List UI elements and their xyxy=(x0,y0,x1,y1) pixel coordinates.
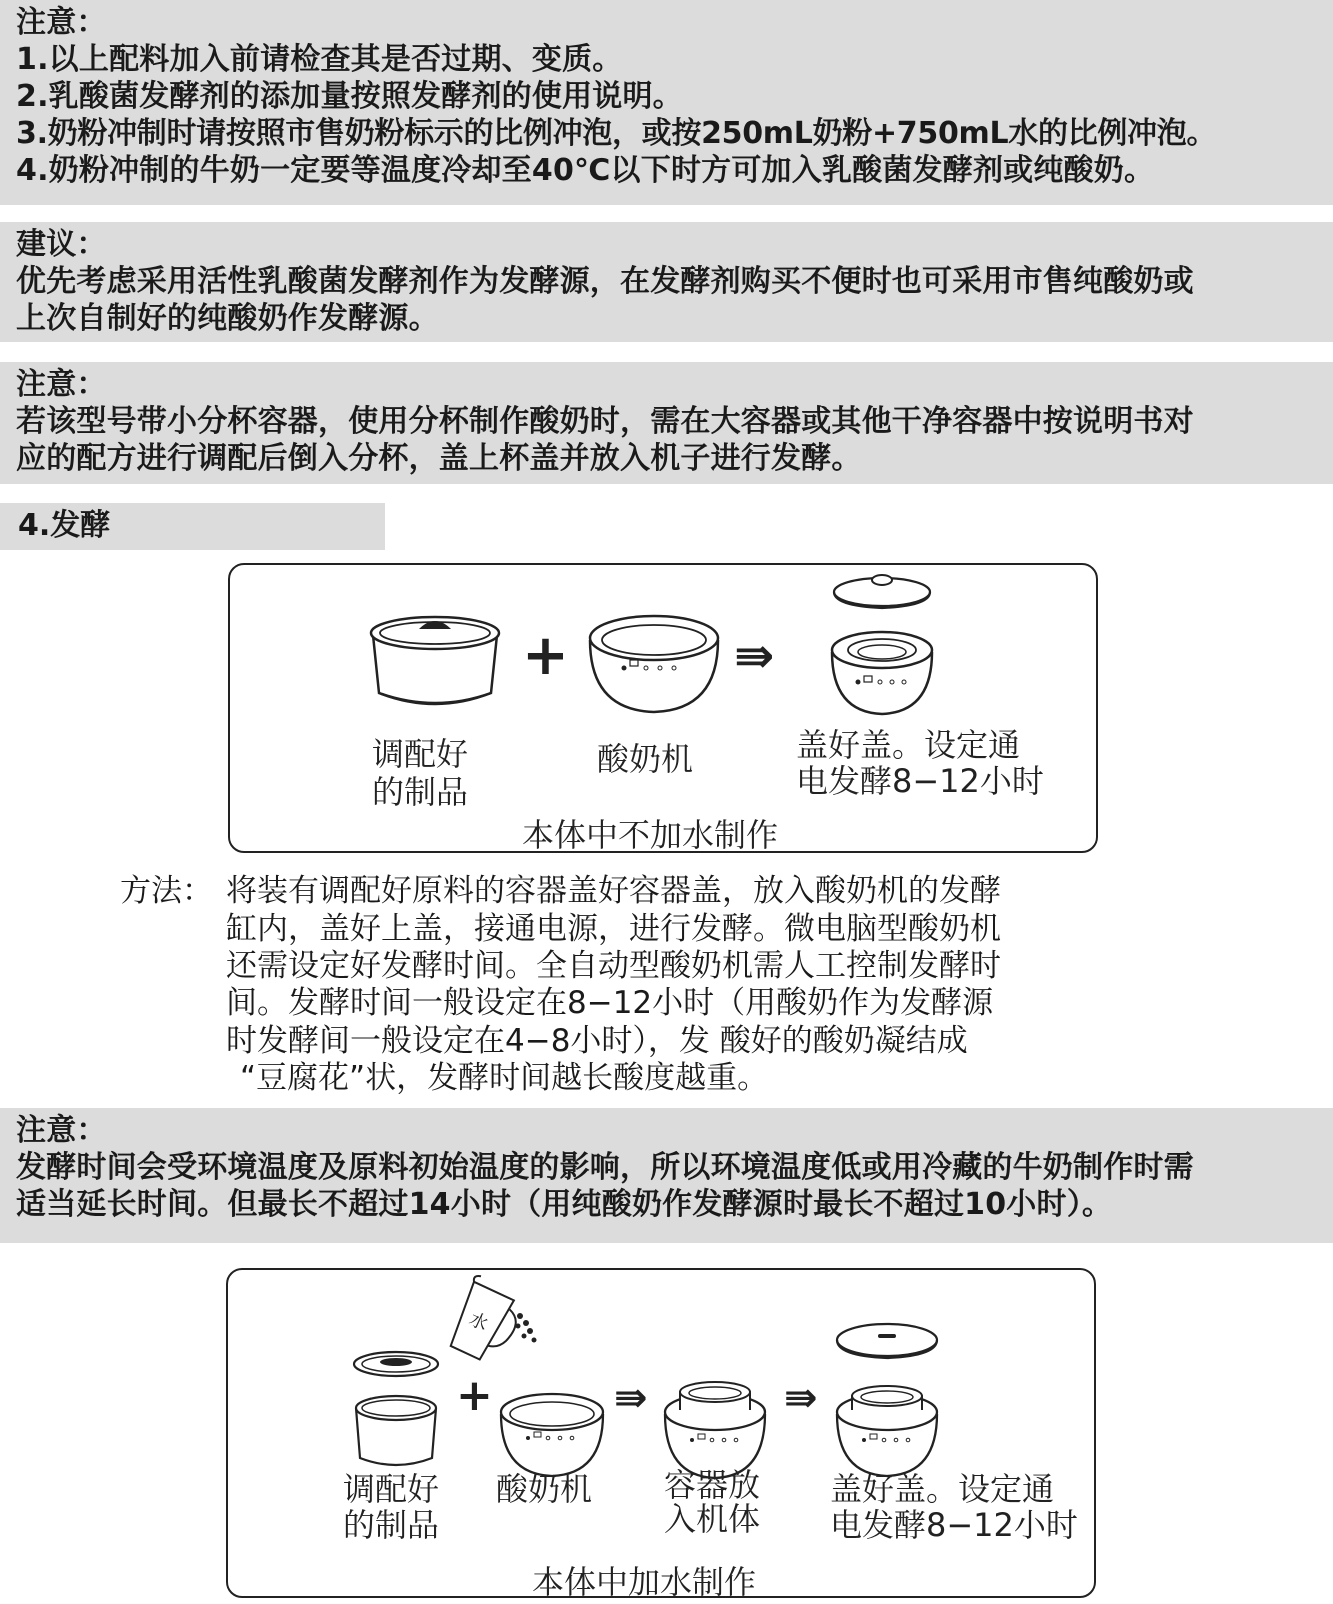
yogurt-machine-illustration xyxy=(584,610,724,716)
method-line: 时发酵间一般设定在4−8小时），发 酸好的酸奶凝结成 xyxy=(226,1023,968,1059)
note-line: 若该型号带小分杯容器，使用分杯制作酸奶时，需在大容器或其他干净容器中按说明书对 xyxy=(16,404,1194,439)
note-item: 3.奶粉冲制时请按照市售奶粉标示的比例冲泡，或按250mL奶粉+750mL水的比例冲泡。 xyxy=(16,116,1217,151)
insert-label: 容器放 xyxy=(664,1466,761,1504)
method-line: 将装有调配好原料的容器盖好容器盖，放入酸奶机的发酵 xyxy=(226,873,1001,909)
diagram-caption: 本体中加水制作 xyxy=(532,1563,757,1601)
covered-machine-illustration xyxy=(826,572,938,722)
note-item: 4.奶粉冲制的牛奶一定要等温度冷却至40℃以下时方可加入乳酸菌发酵剂或纯酸奶。 xyxy=(16,153,1155,188)
arrow-icon: ⇛ xyxy=(784,1375,818,1421)
plus-icon: + xyxy=(522,623,569,688)
note-item: 1.以上配料加入前请检查其是否过期、变质。 xyxy=(16,42,623,77)
note-precautions xyxy=(0,0,1333,205)
covered-machine-illustration xyxy=(832,1320,942,1480)
result-label: 盖好盖。设定通 xyxy=(796,726,1021,764)
result-label: 电发酵8−12小时 xyxy=(830,1506,1078,1544)
water-pitcher-illustration xyxy=(440,1276,550,1366)
container-in-machine-illustration xyxy=(660,1372,770,1480)
advice-title: 建议： xyxy=(16,227,107,262)
diagram-caption: 本体中不加水制作 xyxy=(522,816,779,854)
insert-label: 入机体 xyxy=(664,1500,761,1538)
note-title: 注意： xyxy=(16,5,107,40)
product-label: 的制品 xyxy=(343,1506,440,1544)
container-with-lid-illustration xyxy=(350,1346,442,1476)
method-line: 还需设定好发酵时间。全自动型酸奶机需人工控制发酵时 xyxy=(226,948,1001,984)
product-label: 调配好 xyxy=(343,1470,440,1508)
result-label: 盖好盖。设定通 xyxy=(830,1470,1055,1508)
machine-label: 酸奶机 xyxy=(496,1470,593,1508)
note-cups xyxy=(0,362,1333,484)
method-line: 间。发酵时间一般设定在8−12小时（用酸奶作为发酵源 xyxy=(226,985,994,1021)
product-label: 的制品 xyxy=(372,773,469,811)
result-label: 电发酵8−12小时 xyxy=(796,762,1044,800)
note-line: 应的配方进行调配后倒入分杯，盖上杯盖并放入机子进行发酵。 xyxy=(16,441,862,476)
advice-box xyxy=(0,222,1333,342)
method-line: “豆腐花”状，发酵时间越长酸度越重。 xyxy=(240,1060,769,1096)
method-label: 方法： xyxy=(120,873,213,909)
machine-label: 酸奶机 xyxy=(597,740,694,778)
arrow-icon: ⇛ xyxy=(614,1375,648,1421)
note-line: 适当延长时间。但最长不超过14小时（用纯酸奶作发酵源时最长不超过10小时）。 xyxy=(16,1187,1113,1222)
method-line: 缸内，盖好上盖，接通电源，进行发酵。微电脑型酸奶机 xyxy=(226,911,1001,947)
advice-line: 上次自制好的纯酸奶作发酵源。 xyxy=(16,301,439,336)
note-title: 注意： xyxy=(16,367,107,402)
note-item: 2.乳酸菌发酵剂的添加量按照发酵剂的使用说明。 xyxy=(16,79,683,114)
product-label: 调配好 xyxy=(372,735,469,773)
water-label: 水 xyxy=(465,1308,492,1336)
section-heading: 4.发酵 xyxy=(0,503,385,550)
note-line: 发酵时间会受环境温度及原料初始温度的影响，所以环境温度低或用冷藏的牛奶制作时需 xyxy=(16,1150,1194,1185)
yogurt-machine-illustration xyxy=(496,1388,608,1478)
plus-icon: + xyxy=(456,1370,493,1421)
note-time xyxy=(0,1108,1333,1243)
arrow-icon: ⇛ xyxy=(734,628,775,684)
advice-line: 优先考虑采用活性乳酸菌发酵剂作为发酵源，在发酵剂购买不便时也可采用市售纯酸奶或 xyxy=(16,264,1194,299)
container-illustration xyxy=(365,605,505,715)
note-title: 注意： xyxy=(16,1113,107,1148)
